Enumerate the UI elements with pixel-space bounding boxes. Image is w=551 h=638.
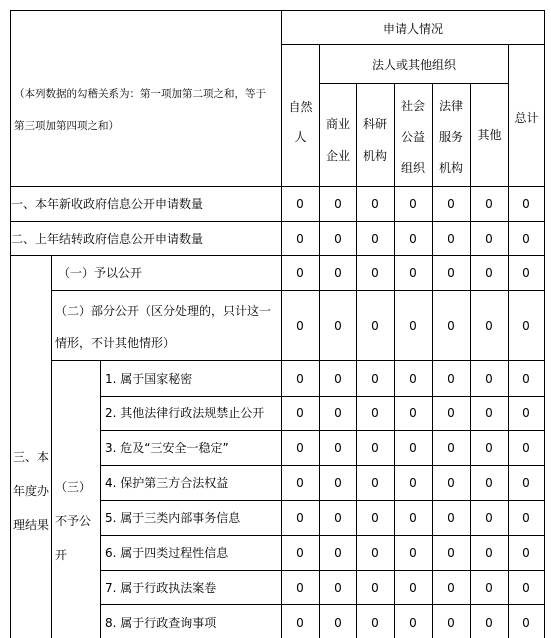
value-cell: 0 [371,406,379,420]
value-cell: 0 [296,616,304,630]
value-cell: 0 [485,616,493,630]
value-cell: 0 [296,197,304,211]
value-cell: 0 [409,232,417,246]
row-label-item: 1. 属于国家秘密 [105,372,193,386]
value-cell: 0 [485,511,493,525]
value-cell: 0 [371,616,379,630]
value-cell: 0 [334,581,342,595]
value-cell: 0 [409,476,417,490]
value-cell: 0 [522,616,530,630]
value-cell: 0 [371,441,379,455]
value-cell: 0 [409,546,417,560]
row-label-item: 4. 保护第三方合法权益 [105,476,229,490]
header-applicant-info: 申请人情况 [382,22,443,36]
row-label-item: 5. 属于三类内部事务信息 [105,511,241,525]
value-cell: 0 [522,406,530,420]
rule [100,500,545,501]
value-cell: 0 [522,197,530,211]
value-cell: 0 [296,476,304,490]
value-cell: 0 [522,441,530,455]
value-cell: 0 [522,511,530,525]
value-cell: 0 [334,441,342,455]
value-cell: 0 [296,546,304,560]
rule [51,360,545,361]
rule [100,465,545,466]
header-commercial-enterprise [322,108,354,172]
value-cell: 0 [485,406,493,420]
value-cell: 0 [485,372,493,386]
value-cell: 0 [485,266,493,280]
value-cell: 0 [447,511,455,525]
value-cell: 0 [296,406,304,420]
row-label-item: 6. 属于四类过程性信息 [105,546,229,560]
row-label-disclosed: （一）予以公开 [58,266,143,280]
value-cell: 0 [409,406,417,420]
row-label-results-group-text: 三、本年度办理结果 [13,450,50,532]
rule [51,255,52,638]
row-label-item: 7. 属于行政执法案卷 [105,581,217,595]
value-cell: 0 [334,319,342,333]
rule [100,535,545,536]
value-cell: 0 [334,266,342,280]
value-cell: 0 [485,476,493,490]
value-cell: 0 [409,266,417,280]
value-cell: 0 [522,581,530,595]
table-border-left [10,10,11,638]
row-label-item: 2. 其他法律行政法规禁止公开 [105,406,265,420]
value-cell: 0 [334,372,342,386]
rule [100,430,545,431]
value-cell: 0 [296,581,304,595]
value-cell: 0 [447,546,455,560]
value-cell: 0 [485,319,493,333]
row-label-item: 8. 属于行政查询事项 [105,616,217,630]
value-cell: 0 [296,511,304,525]
value-cell: 0 [522,266,530,280]
value-cell: 0 [409,441,417,455]
header-social-welfare-org [397,91,429,184]
value-cell: 0 [371,319,379,333]
header-research-institution [359,108,391,172]
value-cell: 0 [296,441,304,455]
value-cell: 0 [447,232,455,246]
header-natural-person [282,92,319,152]
table-border-top [10,10,545,11]
value-cell: 0 [371,476,379,490]
header-commercial-enterprise-text: 商业企业 [325,117,350,163]
value-cell: 0 [296,319,304,333]
rule [10,255,545,256]
value-cell: 0 [334,406,342,420]
value-cell: 0 [371,372,379,386]
rule [100,396,545,397]
row-label-not-disclosed-group-text: （三）不予公开 [55,480,92,562]
header-total: 总计 [514,111,539,125]
value-cell: 0 [447,581,455,595]
header-note: （本列数据的勾稽关系为：第一项加第二项之和，等于第三项加第四项之和） [14,88,266,132]
row-label-results-group [13,440,49,542]
rule [51,290,545,291]
row-label-not-disclosed-group [55,470,99,572]
value-cell: 0 [296,232,304,246]
value-cell: 0 [522,372,530,386]
rule [319,83,509,84]
value-cell: 0 [334,232,342,246]
value-cell: 0 [522,319,530,333]
value-cell: 0 [447,476,455,490]
value-cell: 0 [447,319,455,333]
value-cell: 0 [371,581,379,595]
value-cell: 0 [409,197,417,211]
header-natural-person-text: 自然人 [288,100,313,144]
value-cell: 0 [334,616,342,630]
rule [508,44,509,638]
row-label-new-requests: 一、本年新收政府信息公开申请数量 [11,197,204,211]
row-label-item: 3. 危及“三安全一稳定” [105,441,229,455]
header-legal-or-other: 法人或其他组织 [371,58,456,72]
value-cell: 0 [522,546,530,560]
value-cell: 0 [334,197,342,211]
value-cell: 0 [522,232,530,246]
value-cell: 0 [447,266,455,280]
value-cell: 0 [447,372,455,386]
value-cell: 0 [371,266,379,280]
header-research-institution-text: 科研机构 [362,117,387,163]
rule [319,44,320,638]
rule [10,186,545,187]
value-cell: 0 [485,197,493,211]
value-cell: 0 [371,546,379,560]
value-cell: 0 [409,372,417,386]
rule [100,570,545,571]
header-social-welfare-org-text: 社会公益组织 [400,99,425,175]
value-cell: 0 [522,476,530,490]
value-cell: 0 [409,616,417,630]
value-cell: 0 [371,232,379,246]
value-cell: 0 [296,372,304,386]
value-cell: 0 [371,511,379,525]
value-cell: 0 [447,616,455,630]
table-border-right [544,10,545,638]
value-cell: 0 [334,476,342,490]
value-cell: 0 [485,546,493,560]
value-cell: 0 [447,197,455,211]
row-label-partially-disclosed: （二）部分公开（区分处理的，只计这一情形，不计其他情形） [55,304,272,350]
value-cell: 0 [485,581,493,595]
value-cell: 0 [409,581,417,595]
value-cell: 0 [485,232,493,246]
rule [10,221,545,222]
rule [100,360,101,638]
value-cell: 0 [334,546,342,560]
header-legal-service-org [435,91,467,184]
value-cell: 0 [409,319,417,333]
value-cell: 0 [296,266,304,280]
value-cell: 0 [334,511,342,525]
value-cell: 0 [447,406,455,420]
value-cell: 0 [409,511,417,525]
row-label-carried-over: 二、上年结转政府信息公开申请数量 [11,232,204,246]
header-other: 其他 [477,128,502,142]
value-cell: 0 [371,197,379,211]
value-cell: 0 [485,441,493,455]
header-legal-service-org-text: 法律服务机构 [438,99,463,175]
rule [100,604,545,605]
value-cell: 0 [447,441,455,455]
rule [281,44,545,45]
